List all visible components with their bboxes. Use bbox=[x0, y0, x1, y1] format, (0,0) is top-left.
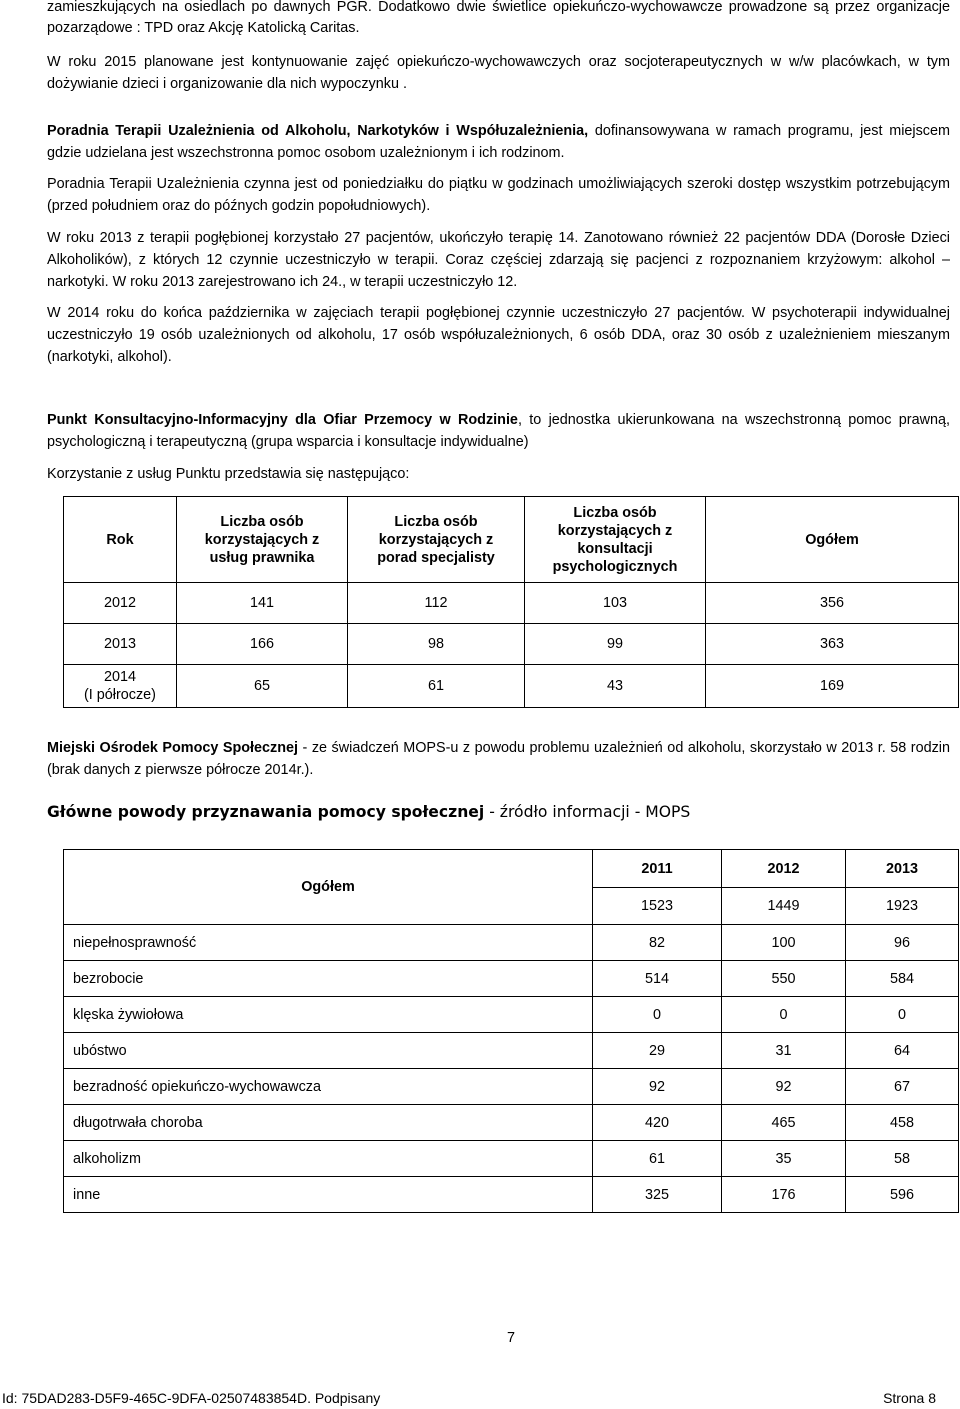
cell-total: 1449 bbox=[722, 888, 846, 925]
table-row bbox=[64, 997, 959, 1033]
section-source: - źródło informacji - MOPS bbox=[484, 803, 691, 821]
header-year: 2011 bbox=[593, 850, 722, 888]
cell-value: 465 bbox=[722, 1105, 846, 1141]
cell-value: 596 bbox=[846, 1177, 959, 1213]
paragraph-terapia-2014: W 2014 roku do końca października w zajęciach terapii pogłębionej czynnie uczestniczyło 27 pacjentów. W psychoterapii indywidualnej uczestniczyło 19 osób uzależnionych od alkoholu, 17 osób współuzależnionych, 6 osób DDA, oraz 30 osób z uzależnieniem mieszanym (narkotyki, alkohol). bbox=[47, 305, 950, 365]
table-header-row bbox=[64, 497, 959, 583]
cell-psycholog: 103 bbox=[525, 583, 706, 624]
row-label: bezrobocie bbox=[64, 961, 593, 997]
cell-value: 64 bbox=[846, 1033, 959, 1069]
cell-value: 0 bbox=[593, 997, 722, 1033]
table-header-row bbox=[64, 850, 959, 888]
cell-value: 100 bbox=[722, 925, 846, 961]
punkt-usage-table bbox=[63, 496, 959, 708]
cell-total: 1923 bbox=[846, 888, 959, 925]
table-row bbox=[64, 1105, 959, 1141]
header-year: 2013 bbox=[846, 850, 959, 888]
header-ogolem: Ogółem bbox=[64, 850, 593, 925]
section-heading bbox=[47, 803, 690, 821]
cell-value: 458 bbox=[846, 1105, 959, 1141]
cell-value: 58 bbox=[846, 1141, 959, 1177]
paragraph-terapia-2013: W roku 2013 z terapii pogłębionej korzystało 27 pacjentów, ukończyło terapię 14. Zanotowano również 22 pacjentów DDA (Dorosłe Dzieci Alkoholików), z których 12 czynnie uczestniczyło w terapii. Coraz częściej zdarzają się pacjenci z rozpoznaniem krzyżowym: alkohol –narkotyki. W roku 2013 zarejestrowano ich 24., w terapii uczestniczyło 12. bbox=[47, 230, 950, 290]
paragraph-korzystanie: Korzystanie z usług Punktu przedstawia się następująco: bbox=[47, 466, 410, 482]
cell-value: 176 bbox=[722, 1177, 846, 1213]
cell-psycholog: 43 bbox=[525, 665, 706, 708]
header-ogolem: Ogółem bbox=[706, 497, 959, 583]
cell-value: 31 bbox=[722, 1033, 846, 1069]
year-note: (I półrocze) bbox=[84, 687, 156, 703]
cell-value: 67 bbox=[846, 1069, 959, 1105]
cell-value: 0 bbox=[722, 997, 846, 1033]
cell-value: 550 bbox=[722, 961, 846, 997]
header-year: 2012 bbox=[722, 850, 846, 888]
paragraph-poradnia-intro bbox=[47, 120, 950, 164]
punkt-rest: , to jednostka ukierunkowana na wszechstronną pomoc prawną, psychologiczną i terapeutyczną (grupa wsparcia i konsultacje indywidualne) bbox=[47, 412, 950, 450]
cell-total: 169 bbox=[706, 665, 959, 708]
page-number: 7 bbox=[506, 1330, 515, 1346]
table-row bbox=[64, 1033, 959, 1069]
paragraph-poradnia-hours: Poradnia Terapii Uzależnienia czynna jest od poniedziałku do piątku w godzinach umożliwiających szeroki dostęp wszystkim potrzebującym (przed południem oraz do późnych godzin popołudniowych). bbox=[47, 176, 950, 214]
cell-value: 0 bbox=[846, 997, 959, 1033]
punkt-name: Punkt Konsultacyjno-Informacyjny dla Ofiar Przemocy w Rodzinie bbox=[47, 412, 518, 428]
cell-year: 2013 bbox=[64, 624, 177, 665]
year-value: 2014 bbox=[103, 669, 136, 685]
table-row bbox=[64, 583, 959, 624]
row-label: bezradność opiekuńczo-wychowawcza bbox=[64, 1069, 593, 1105]
cell-total: 356 bbox=[706, 583, 959, 624]
cell-value: 29 bbox=[593, 1033, 722, 1069]
table-row bbox=[64, 1177, 959, 1213]
cell-specjalista: 112 bbox=[348, 583, 525, 624]
cell-value: 61 bbox=[593, 1141, 722, 1177]
cell-specjalista: 98 bbox=[348, 624, 525, 665]
paragraph-mops bbox=[47, 737, 950, 781]
cell-total: 1523 bbox=[593, 888, 722, 925]
cell-value: 584 bbox=[846, 961, 959, 997]
cell-value: 325 bbox=[593, 1177, 722, 1213]
footer-page-label: Strona 8 bbox=[883, 1390, 936, 1406]
header-psycholog: Liczba osób korzystających z konsultacji psychologicznych bbox=[525, 497, 706, 583]
cell-psycholog: 99 bbox=[525, 624, 706, 665]
row-label: długotrwała choroba bbox=[64, 1105, 593, 1141]
row-label: inne bbox=[64, 1177, 593, 1213]
table-row bbox=[64, 1069, 959, 1105]
mops-name: Miejski Ośrodek Pomocy Społecznej bbox=[47, 740, 299, 756]
header-rok: Rok bbox=[64, 497, 177, 583]
cell-value: 92 bbox=[593, 1069, 722, 1105]
cell-value: 92 bbox=[722, 1069, 846, 1105]
cell-prawnik: 65 bbox=[177, 665, 348, 708]
row-label: alkoholizm bbox=[64, 1141, 593, 1177]
cell-specjalista: 61 bbox=[348, 665, 525, 708]
row-label: klęska żywiołowa bbox=[64, 997, 593, 1033]
paragraph-swietlice: zamieszkujących na osiedlach po dawnych PGR. Dodatkowo dwie świetlice opiekuńczo-wychowawcze prowadzone są przez organizacje pozarządowe : TPD oraz Akcję Katolicką Caritas. bbox=[47, 0, 950, 36]
table-row bbox=[64, 925, 959, 961]
cell-value: 96 bbox=[846, 925, 959, 961]
cell-prawnik: 166 bbox=[177, 624, 348, 665]
header-prawnik: Liczba osób korzystających z usług prawnika bbox=[177, 497, 348, 583]
row-label: ubóstwo bbox=[64, 1033, 593, 1069]
cell-value: 420 bbox=[593, 1105, 722, 1141]
cell-value: 514 bbox=[593, 961, 722, 997]
table-row bbox=[64, 624, 959, 665]
cell-year bbox=[64, 665, 177, 708]
paragraph-plany-2015: W roku 2015 planowane jest kontynuowanie zajęć opiekuńczo-wychowawczych oraz socjoterapeutycznych w w/w placówkach, w tym dożywianie dzieci i organizowanie dla nich wypoczynku . bbox=[47, 54, 950, 92]
cell-value: 82 bbox=[593, 925, 722, 961]
footer-document-id: Id: 75DAD283-D5F9-465C-9DFA-02507483854D. Podpisany bbox=[2, 1390, 381, 1406]
poradnia-name: Poradnia Terapii Uzależnienia od Alkoholu, Narkotyków i Współuzależnienia, bbox=[47, 123, 589, 139]
header-specjalista: Liczba osób korzystających z porad specjalisty bbox=[348, 497, 525, 583]
cell-value: 35 bbox=[722, 1141, 846, 1177]
aid-reasons-table bbox=[63, 849, 959, 1213]
cell-year: 2012 bbox=[64, 583, 177, 624]
cell-prawnik: 141 bbox=[177, 583, 348, 624]
table-row bbox=[64, 665, 959, 708]
paragraph-punkt-konsultacyjny bbox=[47, 409, 950, 453]
mops-rest: - ze świadczeń MOPS-u z powodu problemu uzależnień od alkoholu, skorzystało w 2013 r. 58 rodzin (brak danych z pierwsze półrocze 2014r.). bbox=[47, 740, 951, 778]
row-label: niepełnosprawność bbox=[64, 925, 593, 961]
poradnia-intro-rest: dofinansowywana w ramach programu, jest miejscem gdzie udzielana jest wszechstronna pomoc osobom uzależnionym i ich rodzinom. bbox=[47, 123, 950, 161]
section-title: Główne powody przyznawania pomocy społecznej bbox=[47, 803, 485, 821]
table-row bbox=[64, 1141, 959, 1177]
table-row bbox=[64, 961, 959, 997]
cell-total: 363 bbox=[706, 624, 959, 665]
